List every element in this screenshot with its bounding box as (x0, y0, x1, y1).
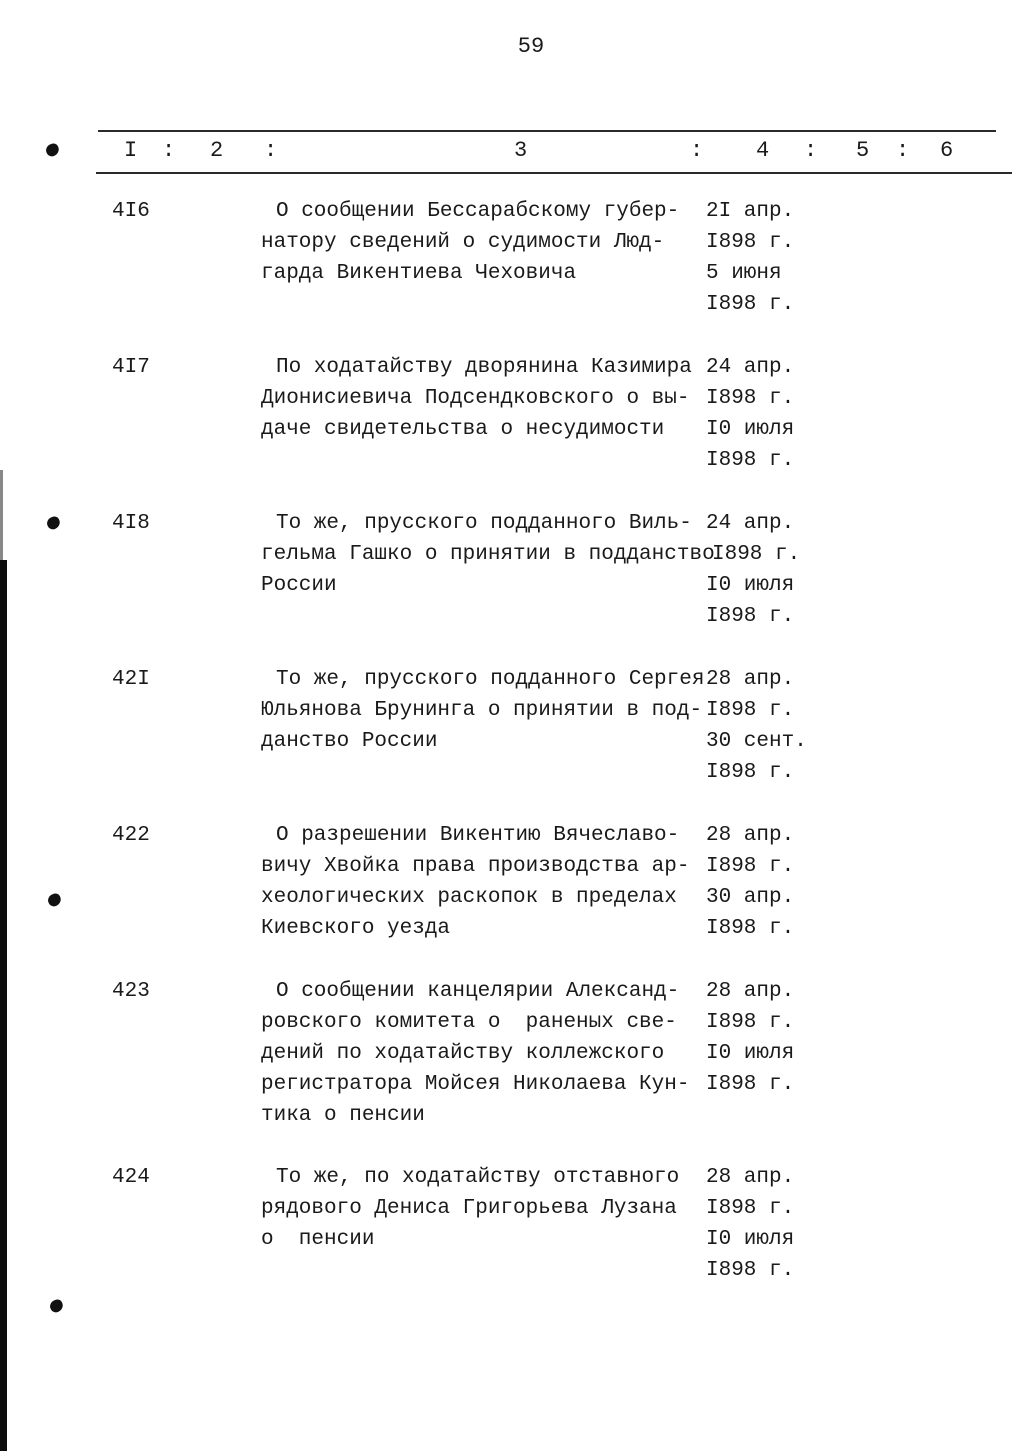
margin-mark (46, 892, 63, 908)
date-line: 30 сент. (706, 730, 807, 753)
description-line: рядового Дениса Григорьева Лузана (261, 1197, 677, 1220)
date-line: I898 г. (706, 1197, 795, 1220)
description-line: гарда Викентиева Чеховича (261, 262, 577, 285)
date-line: 28 апр. (706, 980, 795, 1003)
entry-description (261, 976, 706, 1131)
description-line: хеологических раскопок в пределах (261, 886, 677, 909)
entry-dates (706, 196, 794, 320)
description-line: То же, по ходатайству отставного (276, 1166, 680, 1189)
date-line: 24 апр. (706, 356, 795, 379)
date-line: 2I апр. (706, 200, 795, 223)
binding-edge (0, 560, 7, 1451)
date-line: I898 г. (712, 543, 801, 566)
date-line: I0 июля (706, 1228, 795, 1251)
description-line: о пенсии (261, 1228, 375, 1251)
date-line: 28 апр. (706, 668, 795, 691)
description-line: натору сведений о судимости Люд- (261, 231, 665, 254)
date-line: I898 г. (706, 917, 795, 940)
entry-dates (706, 1162, 794, 1286)
header-rule-bottom (96, 172, 1012, 174)
entry-description (261, 508, 715, 601)
entry-number: 4I8 (112, 512, 150, 535)
entry-description (261, 664, 706, 757)
description-line: О сообщении канцелярии Александ- (276, 980, 680, 1003)
entry-dates (706, 820, 794, 944)
entry-dates (706, 508, 794, 632)
entry-dates (706, 352, 794, 476)
entry-dates (706, 976, 794, 1100)
date-line: I898 г. (706, 761, 795, 784)
entry-number: 4I7 (112, 356, 150, 379)
description-line: Дионисиевича Подсендковского о вы- (261, 387, 690, 410)
entry-number: 424 (112, 1166, 150, 1189)
entry-number: 423 (112, 980, 150, 1003)
column-header-3: 3 (514, 138, 528, 163)
column-separator: : (690, 138, 704, 163)
description-line: По ходатайству дворянина Казимира (276, 356, 692, 379)
table-header (0, 138, 1024, 166)
binding-edge-faint (0, 470, 3, 560)
entry-number: 4I6 (112, 200, 150, 223)
entry-description (261, 820, 706, 944)
description-line: О разрешении Викентию Вячеславо- (276, 824, 680, 847)
description-line: регистратора Мойсея Николаева Кун- (261, 1073, 690, 1096)
date-line: I898 г. (706, 293, 795, 316)
column-separator: : (896, 138, 910, 163)
date-line: I898 г. (706, 387, 795, 410)
column-header-1: I (124, 138, 138, 163)
date-line: I898 г. (706, 231, 795, 254)
margin-mark (48, 1298, 65, 1314)
entry-dates (706, 664, 807, 788)
column-separator: : (804, 138, 818, 163)
description-line: вичу Хвойка права производства ар- (261, 855, 690, 878)
description-line: даче свидетельства о несудимости (261, 418, 665, 441)
entry-number: 422 (112, 824, 150, 847)
description-line: ровского комитета о раненых све- (261, 1011, 677, 1034)
date-line: I0 июля (706, 574, 795, 597)
description-line: России (261, 574, 337, 597)
description-line: То же, прусского подданного Виль- (276, 512, 692, 535)
date-line: I898 г. (706, 1259, 795, 1282)
date-line: I0 июля (706, 1042, 795, 1065)
date-line: I0 июля (706, 418, 795, 441)
entry-description (261, 352, 706, 445)
entry-number: 42I (112, 668, 150, 691)
description-line: дений по ходатайству коллежского (261, 1042, 665, 1065)
description-line: О сообщении Бессарабскому губер- (276, 200, 680, 223)
page-number: 59 (517, 34, 545, 59)
date-line: 28 апр. (706, 824, 795, 847)
description-line: То же, прусского подданного Сергея (276, 668, 705, 691)
date-line: I898 г. (706, 699, 795, 722)
entry-description (261, 196, 706, 289)
date-line: I898 г. (706, 605, 795, 628)
column-header-4: 4 (756, 138, 770, 163)
column-header-5: 5 (856, 138, 870, 163)
description-line: данство России (261, 730, 438, 753)
date-line: I898 г. (706, 449, 795, 472)
date-line: 24 апр. (706, 512, 795, 535)
header-rule-top (98, 130, 996, 132)
date-line: I898 г. (706, 1011, 795, 1034)
description-line: гельма Гашко о принятии в подданство (261, 543, 715, 566)
entry-description (261, 1162, 706, 1255)
column-header-2: 2 (210, 138, 224, 163)
date-line: 30 апр. (706, 886, 795, 909)
date-line: I898 г. (706, 1073, 795, 1096)
description-line: Юльянова Брунинга о принятии в под- (261, 699, 703, 722)
date-line: 28 апр. (706, 1166, 795, 1189)
description-line: тика о пенсии (261, 1104, 425, 1127)
column-header-6: 6 (940, 138, 954, 163)
margin-mark (45, 515, 62, 531)
column-separator: : (264, 138, 278, 163)
column-separator: : (162, 138, 176, 163)
date-line: 5 июня (706, 262, 782, 285)
date-line: I898 г. (706, 855, 795, 878)
description-line: Киевского уезда (261, 917, 451, 940)
